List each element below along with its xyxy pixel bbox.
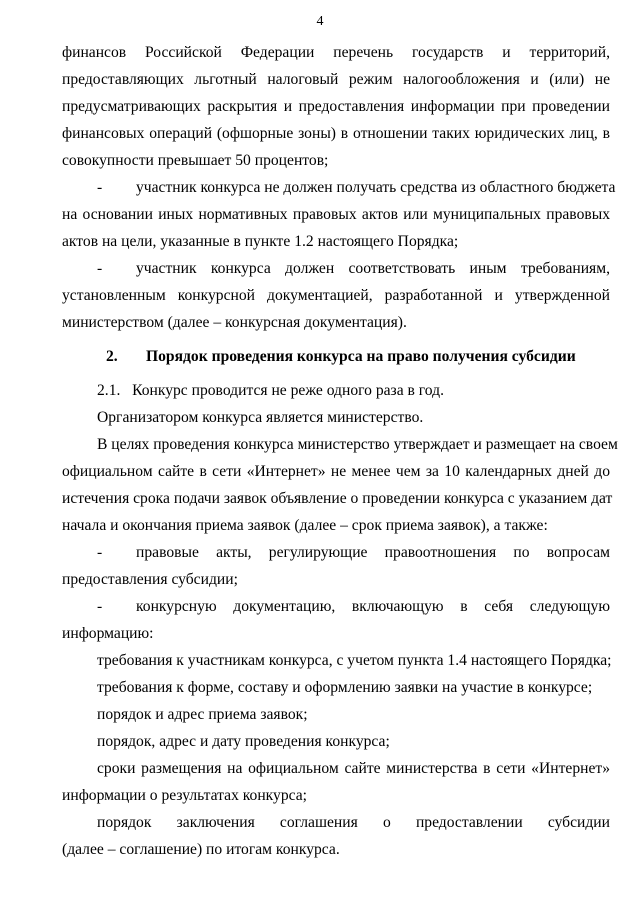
- bullet-dash: -: [97, 598, 103, 615]
- text-line: истечения срока подачи заявок объявление о проведении конкурса с указанием дат: [62, 490, 613, 507]
- text-line: предусматривающих раскрытия и предоставления информации при проведении: [62, 98, 610, 115]
- text-line: сроки размещения на официальном сайте министерства в сети «Интернет»: [97, 760, 610, 777]
- text-line: финансовых операций (офшорные зоны) в отношении таких юридических лиц, в: [62, 125, 610, 142]
- list-item: требования к форме, составу и оформлению заявки на участие в конкурсе;: [97, 679, 593, 696]
- text-line: участник конкурса не должен получать средства из областного бюджета: [136, 179, 616, 196]
- list-item: требования к участникам конкурса, с учетом пункта 1.4 настоящего Порядка;: [97, 652, 612, 669]
- text-line: 2.1. Конкурс проводится не реже одного раза в год.: [97, 382, 444, 399]
- text-line: информации о результатах конкурса;: [62, 787, 307, 804]
- text-line: предоставляющих льготный налоговый режим налогообложения и (или) не: [62, 71, 610, 88]
- text-line: совокупности превышает 50 процентов;: [62, 152, 329, 169]
- text-line: (далее – соглашение) по итогам конкурса.: [62, 841, 340, 858]
- text-line: участник конкурса должен соответствовать иным требованиям,: [136, 260, 610, 277]
- section-title: Порядок проведения конкурса на право получения субсидии: [146, 348, 576, 365]
- text-line: актов на цели, указанные в пункте 1.2 настоящего Порядка;: [62, 233, 459, 250]
- list-item: порядок, адрес и дату проведения конкурса;: [97, 733, 390, 750]
- text-line: предоставления субсидии;: [62, 571, 238, 588]
- text-line: Организатором конкурса является министерство.: [97, 409, 424, 426]
- text-line: информацию:: [62, 625, 154, 642]
- bullet-dash: -: [97, 544, 103, 561]
- section-number: 2.: [106, 348, 118, 365]
- list-item: порядок и адрес приема заявок;: [97, 706, 308, 723]
- text-line: министерством (далее – конкурсная документация).: [62, 314, 407, 331]
- text-line: установленным конкурсной документацией, разработанной и утвержденной: [62, 287, 610, 304]
- text-line: финансов Российской Федерации перечень государств и территорий,: [62, 44, 610, 61]
- text-line: В целях проведения конкурса министерство утверждает и размещает на своем: [97, 436, 618, 453]
- bullet-dash: -: [97, 260, 103, 277]
- text-line: на основании иных нормативных правовых актов или муниципальных правовых: [62, 206, 610, 223]
- text-line: порядок заключения соглашения о предоставлении субсидии: [97, 814, 610, 831]
- text-line: начала и окончания приема заявок (далее – срок приема заявок), а также:: [62, 517, 548, 534]
- text-line: конкурсную документацию, включающую в себя следующую: [136, 598, 610, 615]
- text-line: правовые акты, регулирующие правоотношения по вопросам: [136, 544, 610, 561]
- text-line: официальном сайте в сети «Интернет» не менее чем за 10 календарных дней до: [62, 463, 610, 480]
- bullet-dash: -: [97, 179, 103, 196]
- page-number: 4: [316, 14, 324, 29]
